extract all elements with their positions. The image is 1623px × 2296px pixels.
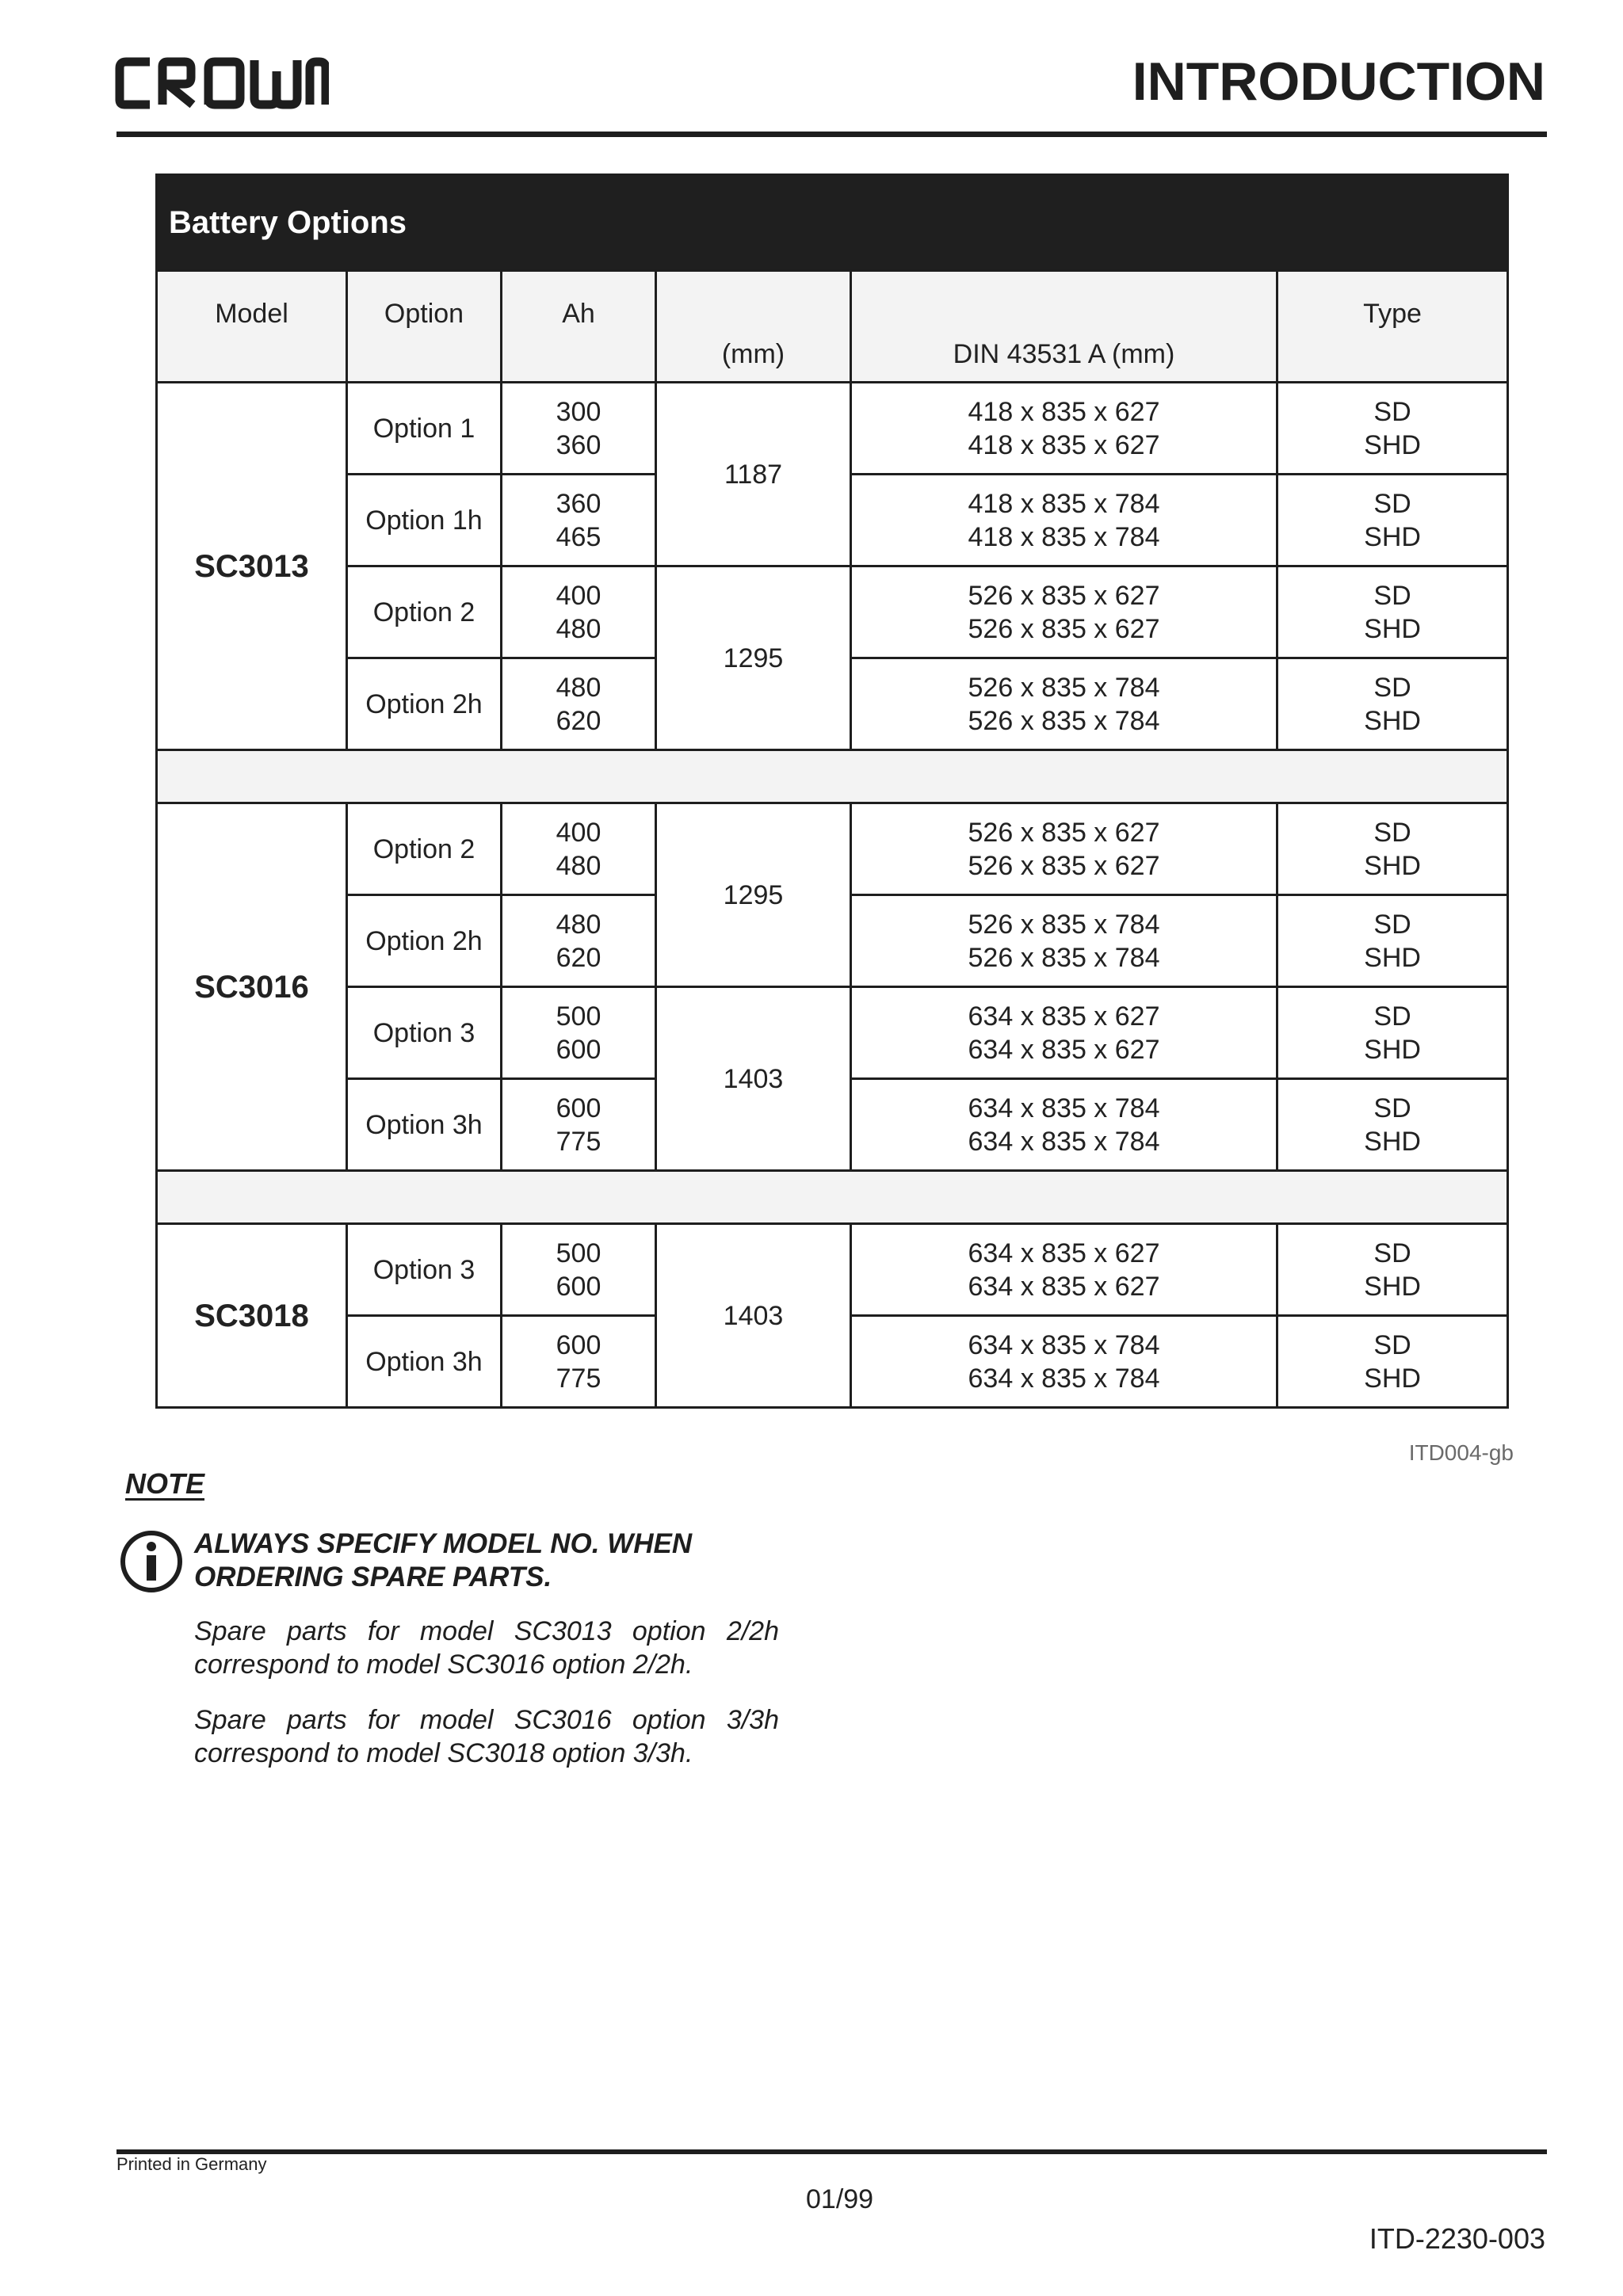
type-value: SD	[1373, 396, 1411, 427]
ah-value: 620	[556, 942, 601, 973]
model-cell: SC3016	[157, 803, 347, 1171]
ah-value: 500	[556, 1001, 601, 1032]
din-cell	[851, 383, 1277, 475]
din-cell	[851, 803, 1277, 895]
din-value: 634 x 835 x 784	[968, 1126, 1160, 1157]
type-value: SD	[1373, 1238, 1411, 1268]
note-line: Spare parts for model SC3016 option 3/3h	[194, 1705, 779, 1735]
din-value: 526 x 835 x 784	[968, 909, 1160, 940]
din-value: 634 x 835 x 627	[968, 1271, 1160, 1302]
type-cell	[1277, 803, 1508, 895]
model-cell: SC3018	[157, 1224, 347, 1408]
din-cell	[851, 1079, 1277, 1171]
type-value: SHD	[1364, 429, 1421, 460]
din-value: 418 x 835 x 784	[968, 488, 1160, 519]
model-cell: SC3013	[157, 383, 347, 750]
din-value: 634 x 835 x 627	[968, 1238, 1160, 1268]
type-value: SHD	[1364, 1126, 1421, 1157]
table-row	[157, 1224, 1508, 1316]
din-value: 526 x 835 x 627	[968, 580, 1160, 611]
printed-in: Printed in Germany	[116, 2154, 267, 2174]
ah-value: 360	[556, 488, 601, 519]
ah-cell	[502, 895, 656, 987]
option-cell: Option 1	[347, 383, 502, 475]
din-value: 634 x 835 x 627	[968, 1034, 1160, 1065]
mm-cell: 1295	[656, 803, 851, 987]
option-cell: Option 2	[347, 566, 502, 658]
din-cell	[851, 658, 1277, 750]
ah-cell	[502, 803, 656, 895]
din-value: 526 x 835 x 627	[968, 817, 1160, 848]
ah-cell	[502, 658, 656, 750]
column-header-din: DIN 43531 A (mm)	[851, 271, 1277, 383]
ah-value: 480	[556, 613, 601, 644]
ah-value: 600	[556, 1093, 601, 1123]
page-number: 01/99	[806, 2184, 874, 2214]
option-cell: Option 2	[347, 803, 502, 895]
ah-value: 775	[556, 1363, 601, 1394]
table-caption: Battery Options	[157, 175, 1508, 271]
din-cell	[851, 987, 1277, 1079]
ah-value: 480	[556, 672, 601, 703]
mm-cell: 1187	[656, 383, 851, 566]
din-cell	[851, 475, 1277, 566]
din-value: 526 x 835 x 627	[968, 613, 1160, 644]
type-cell	[1277, 658, 1508, 750]
type-value: SHD	[1364, 1271, 1421, 1302]
warning-line: ORDERING SPARE PARTS.	[194, 1562, 552, 1592]
type-cell	[1277, 895, 1508, 987]
column-header-mm: (mm)	[656, 271, 851, 383]
type-cell	[1277, 475, 1508, 566]
type-value: SHD	[1364, 1363, 1421, 1394]
din-value: 526 x 835 x 784	[968, 672, 1160, 703]
type-value: SD	[1373, 909, 1411, 940]
mm-cell: 1295	[656, 566, 851, 750]
type-value: SD	[1373, 672, 1411, 703]
note-line: correspond to model SC3018 option 3/3h.	[194, 1738, 693, 1768]
din-value: 418 x 835 x 627	[968, 396, 1160, 427]
type-cell	[1277, 1224, 1508, 1316]
table-row	[157, 566, 1508, 658]
type-cell	[1277, 383, 1508, 475]
type-value: SHD	[1364, 850, 1421, 881]
type-value: SD	[1373, 817, 1411, 848]
ah-value: 600	[556, 1271, 601, 1302]
din-value: 526 x 835 x 784	[968, 942, 1160, 973]
document-code: ITD-2230-003	[1369, 2222, 1545, 2255]
table-row	[157, 383, 1508, 475]
ah-cell	[502, 1316, 656, 1408]
din-cell	[851, 1316, 1277, 1408]
column-header-type: Type	[1277, 271, 1508, 383]
ah-value: 465	[556, 521, 601, 552]
ah-value: 600	[556, 1329, 601, 1360]
warning-text	[194, 1527, 828, 1594]
din-value: 418 x 835 x 627	[968, 429, 1160, 460]
type-cell	[1277, 987, 1508, 1079]
ah-cell	[502, 475, 656, 566]
table-header-row	[157, 271, 1508, 383]
type-value: SD	[1373, 1093, 1411, 1123]
note-paragraph	[194, 1615, 779, 1681]
footer-rule	[116, 2149, 1547, 2154]
table-row	[157, 987, 1508, 1079]
note-line: correspond to model SC3016 option 2/2h.	[194, 1650, 693, 1680]
type-value: SHD	[1364, 942, 1421, 973]
column-header-model: Model	[157, 271, 347, 383]
mm-cell: 1403	[656, 987, 851, 1171]
battery-options-table	[155, 174, 1509, 1409]
group-separator	[157, 1171, 1508, 1224]
option-cell: Option 1h	[347, 475, 502, 566]
ah-value: 480	[556, 850, 601, 881]
type-cell	[1277, 1316, 1508, 1408]
din-value: 634 x 835 x 784	[968, 1329, 1160, 1360]
ah-value: 600	[556, 1034, 601, 1065]
din-value: 526 x 835 x 784	[968, 705, 1160, 736]
type-value: SHD	[1364, 705, 1421, 736]
figure-reference: ITD004-gb	[1408, 1440, 1514, 1465]
table-row	[157, 803, 1508, 895]
ah-cell	[502, 566, 656, 658]
info-icon	[119, 1529, 184, 1594]
note-paragraph	[194, 1703, 779, 1770]
din-value: 634 x 835 x 627	[968, 1001, 1160, 1032]
option-cell: Option 3h	[347, 1079, 502, 1171]
option-cell: Option 3	[347, 987, 502, 1079]
type-cell	[1277, 1079, 1508, 1171]
ah-cell	[502, 1079, 656, 1171]
warning-line: ALWAYS SPECIFY MODEL NO. WHEN	[194, 1528, 693, 1559]
ah-cell	[502, 987, 656, 1079]
column-header-ah: Ah	[502, 271, 656, 383]
type-value: SD	[1373, 580, 1411, 611]
din-value: 634 x 835 x 784	[968, 1363, 1160, 1394]
din-value: 418 x 835 x 784	[968, 521, 1160, 552]
type-value: SD	[1373, 488, 1411, 519]
din-cell	[851, 895, 1277, 987]
din-value: 634 x 835 x 784	[968, 1093, 1160, 1123]
crown-logo	[115, 55, 329, 109]
type-value: SD	[1373, 1329, 1411, 1360]
option-cell: Option 2h	[347, 895, 502, 987]
din-cell	[851, 1224, 1277, 1316]
option-cell: Option 3	[347, 1224, 502, 1316]
ah-value: 360	[556, 429, 601, 460]
ah-value: 775	[556, 1126, 601, 1157]
type-value: SHD	[1364, 613, 1421, 644]
ah-cell	[502, 1224, 656, 1316]
ah-cell	[502, 383, 656, 475]
type-cell	[1277, 566, 1508, 658]
mm-cell: 1403	[656, 1224, 851, 1408]
ah-value: 400	[556, 580, 601, 611]
page-title: INTRODUCTION	[1132, 51, 1545, 112]
type-value: SD	[1373, 1001, 1411, 1032]
group-separator	[157, 750, 1508, 803]
type-value: SHD	[1364, 1034, 1421, 1065]
option-cell: Option 3h	[347, 1316, 502, 1408]
option-cell: Option 2h	[347, 658, 502, 750]
ah-value: 480	[556, 909, 601, 940]
column-header-option: Option	[347, 271, 502, 383]
note-heading: NOTE	[125, 1467, 205, 1500]
note-line: Spare parts for model SC3013 option 2/2h	[194, 1616, 779, 1646]
ah-value: 620	[556, 705, 601, 736]
header-rule	[116, 132, 1547, 137]
ah-value: 500	[556, 1238, 601, 1268]
ah-value: 400	[556, 817, 601, 848]
din-value: 526 x 835 x 627	[968, 850, 1160, 881]
ah-value: 300	[556, 396, 601, 427]
type-value: SHD	[1364, 521, 1421, 552]
din-cell	[851, 566, 1277, 658]
